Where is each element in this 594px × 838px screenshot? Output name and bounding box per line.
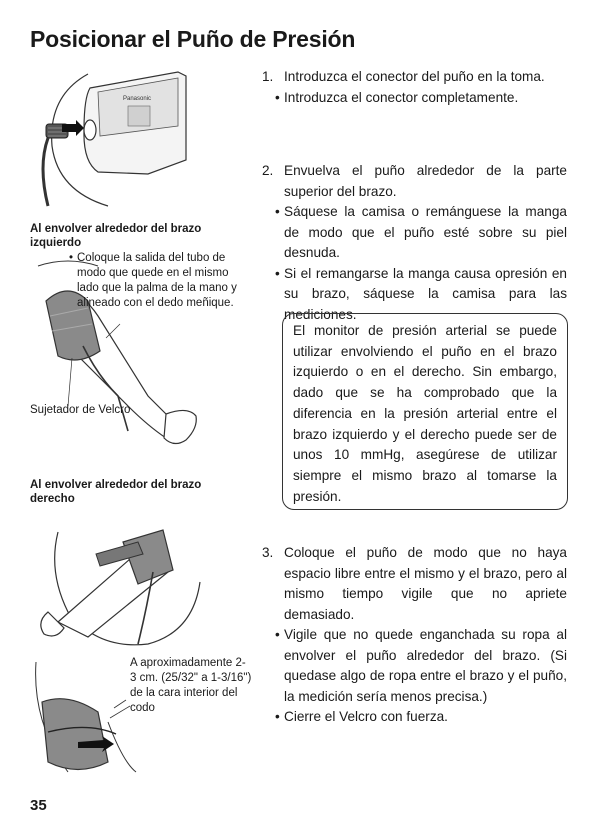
step-1-text: Introduzca el conector del puño en la toma. — [284, 69, 545, 84]
step-1 — [262, 67, 567, 108]
step-3-bullet-2-text: Cierre el Velcro con fuerza. — [284, 709, 448, 724]
step-3 — [262, 543, 567, 728]
right-arm-illustration — [28, 512, 228, 652]
velcro-label: Sujetador de Velcro — [30, 404, 131, 416]
device-brand-text: Panasonic — [123, 96, 152, 102]
arm-note-text: El monitor de presión arterial se puede utilizar envolviendo el puño en el brazo izquierdo o en el derecho. Sin embargo, dado que se ha comprobado que la diferencia en la presión arterial entre el brazo izquierdo y el derecho puede ser de unos 10 mmHg, asegúrese de utilizar siempre el mismo brazo al tomarse la presión. — [293, 323, 557, 504]
step-2-number: 2. — [262, 163, 274, 178]
step-3-number: 3. — [262, 545, 274, 560]
step-2-bullet-1-text: Sáquese la camisa o remánguese la manga de modo que el puño esté sobre su piel desnuda. — [284, 204, 567, 260]
arm-note-box — [282, 313, 568, 510]
page-number: 35 — [30, 797, 47, 814]
step-2 — [262, 161, 567, 325]
step-1-bullet-1: • Introduzca el conector completamente. — [275, 89, 519, 105]
step-2-text: Envuelva el puño alrededor de la parte superior del brazo. — [284, 163, 567, 199]
elbow-distance-note: A aproximadamente 2-3 cm. (25/32" a 1-3/16") de la cara interior del codo — [130, 657, 252, 714]
step-3-bullet-1-text: Vigile que no quede enganchada su ropa al envolver el puño alrededor del brazo. (Si quedase algo de ropa entre el brazo y el puño, la medición sería menos precisa.) — [284, 627, 567, 704]
step-3-bullet-1: • Vigile que no quede enganchada su ropa al envolver el puño alrededor del brazo. (Si quedase algo de ropa entre el brazo y el puño, la medición sería menos precisa.) — [275, 627, 567, 704]
device-connector-illustration — [28, 66, 218, 216]
step-3-bullet-2: • Cierre el Velcro con fuerza. — [275, 709, 448, 724]
left-arm-note-text: Coloque la salida del tubo de modo que quede en el mismo lado que la palma de la mano y alineado con el dedo meñique. — [77, 252, 237, 309]
step-2-bullet-2: • Si el remangarse la manga causa opresión en su brazo, sáquese la camisa para las mediciones. — [275, 265, 567, 322]
step-2-bullet-1: • Sáquese la camisa o remánguese la manga de modo que el puño esté sobre su piel desnuda. — [275, 204, 567, 260]
elbow-illustration — [28, 652, 138, 782]
left-arm-note: • Coloque la salida del tubo de modo que quede en el mismo lado que la palma de la mano y alineado con el dedo meñique. — [69, 252, 237, 309]
step-2-bullet-2-text: Si el remangarse la manga causa opresión en su brazo, sáquese la camisa para las mediciones. — [284, 265, 567, 322]
step-3-text: Coloque el puño de modo que no haya espacio libre entre el mismo y el brazo, pero al mismo tiempo vigile que no apriete demasiado. — [284, 545, 567, 622]
page-title: Posicionar el Puño de Presión — [30, 26, 356, 52]
right-arm-caption: Al envolver alrededor del brazo derecho — [30, 479, 202, 505]
step-1-bullet-1-text: Introduzca el conector completamente. — [284, 89, 519, 105]
step-1-number: 1. — [262, 69, 274, 84]
left-arm-caption: Al envolver alrededor del brazo izquierdo — [30, 223, 202, 249]
